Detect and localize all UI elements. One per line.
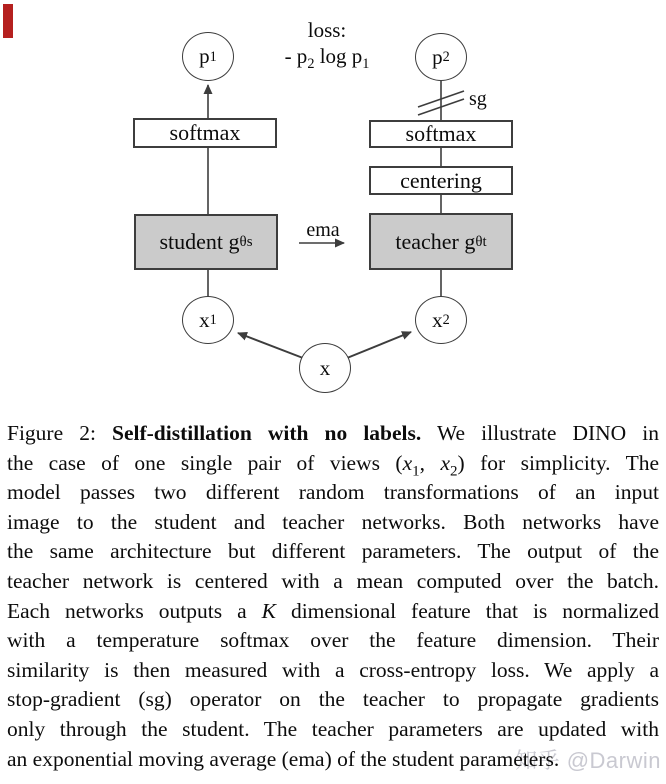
box-centering: centering bbox=[369, 166, 513, 195]
box-softmax-student: softmax bbox=[133, 118, 277, 148]
node-p1: p 1 bbox=[182, 32, 234, 81]
node-x2: x 2 bbox=[415, 296, 467, 344]
caption-line: similarity is then measured with a cross-entropy loss. We apply a bbox=[7, 657, 659, 682]
node-p2: p 2 bbox=[415, 33, 467, 81]
loss-label-line1: loss: bbox=[307, 18, 347, 42]
arrow-x-to-x2 bbox=[347, 332, 411, 358]
box-softmax-teacher: softmax bbox=[369, 120, 513, 148]
caption-line: only through the student. The teacher parameters are updated with bbox=[7, 716, 659, 741]
arrow-x-to-x1 bbox=[238, 333, 303, 358]
caption-line: stop-gradient (sg) operator on the teacher to propagate gradients bbox=[7, 687, 659, 712]
loss-label bbox=[252, 17, 402, 73]
node-x1: x 1 bbox=[182, 296, 234, 344]
box-student-network: student g θs bbox=[134, 214, 278, 270]
caption-line: the same architecture but different parameters. The output of the bbox=[7, 539, 659, 564]
caption-line: an exponential moving average (ema) of the student parameters. bbox=[7, 746, 560, 771]
caption-line: teacher network is centered with a mean computed over the batch. bbox=[7, 568, 659, 593]
caption-line: with a temperature softmax over the feature dimension. Their bbox=[7, 628, 659, 653]
loss-label-line2: - $p_2$ $\log p_1$ bbox=[284, 44, 370, 73]
caption-line: Each networks outputs a K dimensional feature that is normalized bbox=[7, 598, 659, 623]
caption-line: the case of one single pair of views ($x_1$, $x_2$) for simplicity. The bbox=[7, 450, 660, 479]
box-teacher-network: teacher g θt bbox=[369, 213, 513, 270]
caption-line: model passes two different random transformations of an input bbox=[7, 480, 659, 505]
figure-caption bbox=[7, 419, 659, 774]
sg-label: sg bbox=[469, 88, 487, 110]
caption-line: image to the student and teacher networks. Both networks have bbox=[7, 509, 659, 534]
zhihu-watermark: 知乎 @Darwin bbox=[515, 748, 661, 773]
caption-line: Figure 2: Self-distillation with no labels. We illustrate DINO in bbox=[7, 421, 660, 445]
ema-label: ema bbox=[306, 219, 340, 241]
node-x: x bbox=[299, 343, 351, 393]
